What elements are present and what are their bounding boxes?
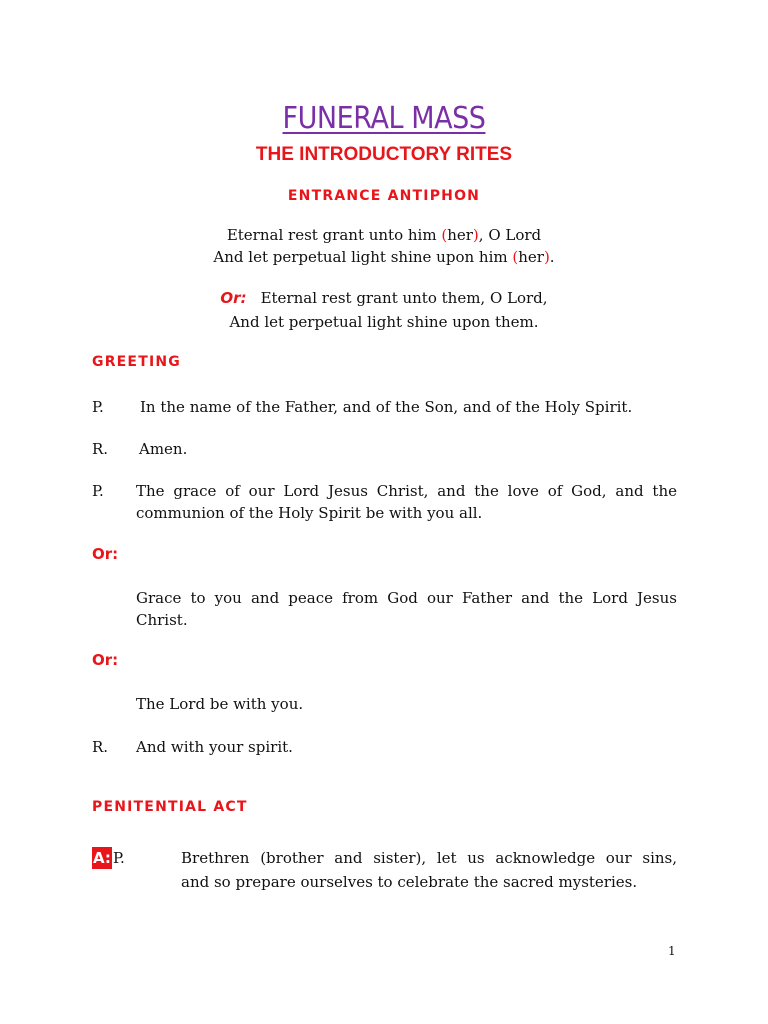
speaker-label: R. [92,440,109,458]
paren-close: ) [543,248,550,266]
response-text: And with your spirit. [136,738,293,756]
penitential-text-line-1: Brethren (brother and sister), let us acknowledge our sins, [181,849,677,867]
alt-text-line-1: Grace to you and peace from God our Father and the Lord Jesus [136,589,677,607]
antiphon-alt-text-1: Eternal rest grant unto them, O Lord, [260,289,548,307]
or-label: Or: [92,545,119,563]
antiphon-line-1-text: Eternal rest grant unto him [226,226,442,244]
greeting-heading: GREETING [92,354,181,370]
paren-open: ( [441,226,448,244]
antiphon-line-1 [0,226,768,244]
speaker-label: R. [92,738,109,756]
entrance-antiphon-heading: ENTRANCE ANTIPHON [287,188,481,204]
or-label: Or: [220,289,247,307]
alt-pronoun: her [447,226,473,244]
response-text: Amen. [139,440,188,458]
antiphon-line-2-end: . [549,248,555,266]
antiphon-alt-line-2: And let perpetual light shine upon them. [229,313,539,331]
paren-close: ) [472,226,479,244]
alt-pronoun: her [518,248,544,266]
penitential-text-line-2: and so prepare ourselves to celebrate the sacred mysteries. [181,873,638,891]
alt-text-line-2: Christ. [136,611,188,629]
antiphon-line-2-text: And let perpetual light shine upon him [213,248,513,266]
antiphon-line-2 [0,248,768,266]
page-title: FUNERAL MASS [282,101,486,136]
page-subtitle: THE INTRODUCTORY RITES [255,144,513,165]
speaker-label: P. [92,482,104,500]
form-a-label: A: [93,849,111,867]
greeting-text-line-1: The grace of our Lord Jesus Christ, and the love of God, and the [136,482,677,500]
antiphon-line-1-end: , O Lord [478,226,542,244]
alt-text: The Lord be with you. [136,695,304,713]
or-label: Or: [92,651,119,669]
speaker-label: P. [113,849,125,867]
antiphon-alt-line-1 [0,289,768,307]
penitential-act-heading: PENITENTIAL ACT [92,799,248,815]
greeting-text-line-2: communion of the Holy Spirit be with you all. [136,504,483,522]
page-number: 1 [668,944,676,958]
paren-open: ( [512,248,519,266]
greeting-text: In the name of the Father, and of the Son, and of the Holy Spirit. [140,398,633,416]
speaker-label: P. [92,398,104,416]
